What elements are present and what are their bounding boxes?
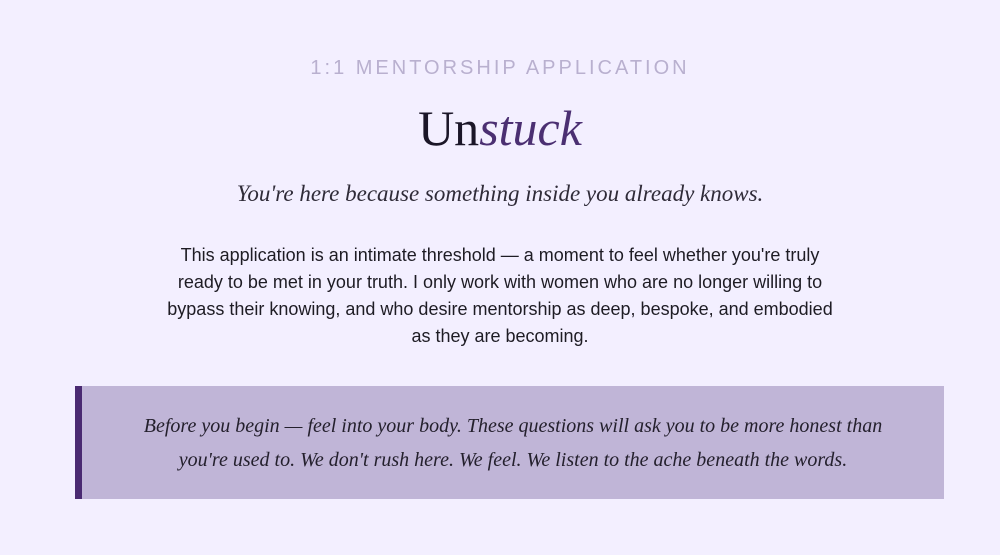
callout-box [75, 386, 944, 499]
title-accent: stuck [479, 100, 582, 156]
callout-text: Before you begin — feel into your body. These questions will ask you to be more honest than you're used to. We don't rush here. We feel. We listen to the ache beneath the words. [143, 414, 883, 471]
title-plain: Un [418, 100, 480, 156]
tagline: You're here because something inside you already knows. [236, 181, 764, 206]
intro-paragraph: This application is an intimate threshold — a moment to feel whether you're truly ready to be met in your truth. I only work with women who are no longer willing to bypass their knowing, and who desire mentorship as deep, bespoke, and embodied as they are becoming. [167, 245, 833, 346]
eyebrow-label: 1:1 MENTORSHIP APPLICATION [310, 57, 690, 79]
page-title [0, 98, 1000, 158]
